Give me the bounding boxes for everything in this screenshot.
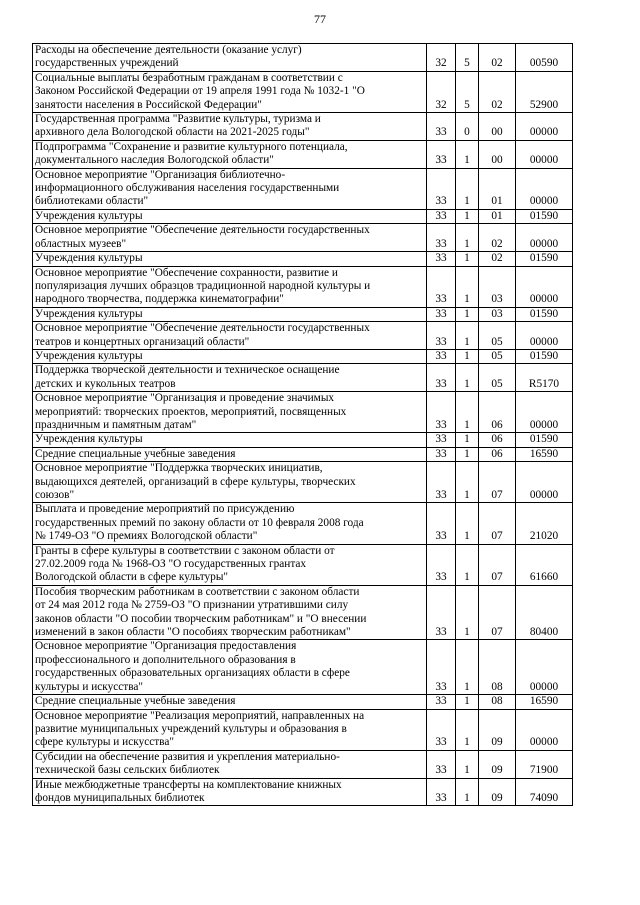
description-line: Иные межбюджетные трансферты на комплектование книжных bbox=[35, 778, 342, 791]
row-description bbox=[33, 364, 427, 392]
description-line: союзов" bbox=[35, 489, 75, 501]
direction-code: 71900 bbox=[516, 750, 573, 778]
table-row bbox=[33, 585, 573, 640]
description-line: государственных премий по закону области от 10 февраля 2008 года bbox=[35, 516, 364, 529]
program-code: 33 bbox=[427, 168, 456, 209]
description-line: Законом Российской Федерации от 19 апреля 1991 года № 1032-1 "О bbox=[35, 85, 365, 98]
table-row bbox=[33, 71, 573, 112]
row-description bbox=[33, 252, 427, 266]
table-row bbox=[33, 224, 573, 252]
description-line: Пособия творческим работникам в соответствии с законом области bbox=[35, 585, 360, 598]
table-row bbox=[33, 113, 573, 141]
description-line: Основное мероприятие "Обеспечение деятельности государственных bbox=[35, 224, 370, 237]
direction-code: 00000 bbox=[516, 168, 573, 209]
description-line: государственных образовательных организациях области в сфере bbox=[35, 667, 350, 680]
table-row bbox=[33, 433, 573, 447]
subprogram-code: 1 bbox=[456, 778, 479, 806]
row-description bbox=[33, 224, 427, 252]
activity-code: 06 bbox=[479, 447, 516, 461]
table-row bbox=[33, 709, 573, 750]
row-description bbox=[33, 140, 427, 168]
table-row bbox=[33, 266, 573, 307]
budget-classification-table bbox=[32, 43, 573, 806]
activity-code: 06 bbox=[479, 433, 516, 447]
description-line: занятости населения в Российской Федерации" bbox=[35, 98, 262, 111]
direction-code: 00000 bbox=[516, 113, 573, 141]
table-body bbox=[33, 44, 573, 806]
subprogram-code: 1 bbox=[456, 640, 479, 695]
direction-code: 00000 bbox=[516, 140, 573, 168]
description-line: Средние специальные учебные заведения bbox=[35, 447, 236, 460]
program-code: 33 bbox=[427, 322, 456, 350]
subprogram-code: 1 bbox=[456, 140, 479, 168]
table-row bbox=[33, 544, 573, 585]
description-line: архивного дела Вологодской области на 2021-2025 годы" bbox=[35, 126, 310, 139]
subprogram-code: 1 bbox=[456, 750, 479, 778]
direction-code: 01590 bbox=[516, 209, 573, 223]
description-line: областных музеев" bbox=[35, 237, 127, 250]
program-code: 33 bbox=[427, 307, 456, 321]
direction-code: 00000 bbox=[516, 640, 573, 695]
activity-code: 02 bbox=[479, 224, 516, 252]
table-row bbox=[33, 349, 573, 363]
direction-code: 74090 bbox=[516, 778, 573, 806]
direction-code: 16590 bbox=[516, 447, 573, 461]
row-description bbox=[33, 392, 427, 433]
subprogram-code: 1 bbox=[456, 709, 479, 750]
activity-code: 08 bbox=[479, 695, 516, 709]
program-code: 32 bbox=[427, 71, 456, 112]
program-code: 33 bbox=[427, 113, 456, 141]
row-description bbox=[33, 44, 427, 72]
activity-code: 05 bbox=[479, 364, 516, 392]
activity-code: 06 bbox=[479, 392, 516, 433]
description-line: Основное мероприятие "Организация и проведение значимых bbox=[35, 392, 335, 405]
program-code: 33 bbox=[427, 209, 456, 223]
row-description bbox=[33, 322, 427, 350]
subprogram-code: 1 bbox=[456, 585, 479, 640]
activity-code: 02 bbox=[479, 252, 516, 266]
row-description bbox=[33, 544, 427, 585]
table-row bbox=[33, 140, 573, 168]
direction-code: 00000 bbox=[516, 462, 573, 503]
program-code: 33 bbox=[427, 224, 456, 252]
program-code: 33 bbox=[427, 778, 456, 806]
direction-code: 01590 bbox=[516, 433, 573, 447]
table-row bbox=[33, 307, 573, 321]
direction-code: 61660 bbox=[516, 544, 573, 585]
subprogram-code: 1 bbox=[456, 544, 479, 585]
program-code: 33 bbox=[427, 640, 456, 695]
program-code: 33 bbox=[427, 585, 456, 640]
description-line: Основное мероприятие "Организация библиотечно- bbox=[35, 168, 286, 181]
row-description bbox=[33, 750, 427, 778]
program-code: 33 bbox=[427, 503, 456, 544]
activity-code: 03 bbox=[479, 266, 516, 307]
subprogram-code: 1 bbox=[456, 252, 479, 266]
activity-code: 07 bbox=[479, 503, 516, 544]
row-description bbox=[33, 695, 427, 709]
description-line: изменений в закон области "О пособиях творческим работникам" bbox=[35, 626, 351, 639]
description-line: Учреждения культуры bbox=[35, 349, 143, 362]
table-row bbox=[33, 322, 573, 350]
description-line: Учреждения культуры bbox=[35, 307, 143, 320]
activity-code: 05 bbox=[479, 322, 516, 350]
direction-code: 52900 bbox=[516, 71, 573, 112]
program-code: 33 bbox=[427, 709, 456, 750]
program-code: 33 bbox=[427, 544, 456, 585]
table-row bbox=[33, 695, 573, 709]
description-line: Учреждения культуры bbox=[35, 209, 143, 222]
description-line: Поддержка творческой деятельности и техническое оснащение bbox=[35, 364, 340, 377]
table-row bbox=[33, 640, 573, 695]
page-number: 77 bbox=[314, 12, 326, 26]
subprogram-code: 5 bbox=[456, 71, 479, 112]
row-description bbox=[33, 266, 427, 307]
description-line: профессионального и дополнительного образования в bbox=[35, 653, 296, 666]
row-description bbox=[33, 447, 427, 461]
table-row bbox=[33, 209, 573, 223]
description-line: Гранты в сфере культуры в соответствии с законом области от bbox=[35, 544, 335, 557]
description-line: Учреждения культуры bbox=[35, 252, 143, 265]
subprogram-code: 1 bbox=[456, 462, 479, 503]
table-row bbox=[33, 44, 573, 72]
program-code: 33 bbox=[427, 392, 456, 433]
description-line: выдающихся деятелей, организаций в сфере культуры, творческих bbox=[35, 475, 356, 488]
subprogram-code: 1 bbox=[456, 364, 479, 392]
direction-code: 01590 bbox=[516, 349, 573, 363]
subprogram-code: 0 bbox=[456, 113, 479, 141]
description-line: Средние специальные учебные заведения bbox=[35, 695, 236, 708]
activity-code: 08 bbox=[479, 640, 516, 695]
activity-code: 00 bbox=[479, 113, 516, 141]
row-description bbox=[33, 307, 427, 321]
description-line: развитие муниципальных учреждений культуры и образования в bbox=[35, 722, 347, 735]
description-line: законов области "О пособии творческим работникам" и "О внесении bbox=[35, 612, 367, 625]
activity-code: 01 bbox=[479, 209, 516, 223]
description-line: от 24 мая 2012 года № 2759-ОЗ "О признании утратившими силу bbox=[35, 599, 349, 612]
row-description bbox=[33, 433, 427, 447]
description-line: Субсидии на обеспечение развития и укрепления материально- bbox=[35, 750, 340, 763]
description-line: государственных учреждений bbox=[35, 57, 179, 70]
program-code: 33 bbox=[427, 750, 456, 778]
description-line: Подпрограмма "Сохранение и развитие культурного потенциала, bbox=[35, 140, 348, 153]
row-description bbox=[33, 349, 427, 363]
description-line: Основное мероприятие "Организация предоставления bbox=[35, 640, 297, 653]
direction-code: 00000 bbox=[516, 322, 573, 350]
table-row bbox=[33, 750, 573, 778]
activity-code: 09 bbox=[479, 778, 516, 806]
activity-code: 02 bbox=[479, 71, 516, 112]
program-code: 33 bbox=[427, 695, 456, 709]
row-description bbox=[33, 640, 427, 695]
description-line: технической базы сельских библиотек bbox=[35, 764, 220, 777]
description-line: народного творчества, поддержка кинематографии" bbox=[35, 293, 284, 306]
table-row bbox=[33, 168, 573, 209]
program-code: 33 bbox=[427, 447, 456, 461]
program-code: 33 bbox=[427, 140, 456, 168]
description-line: праздничным и памятным датам" bbox=[35, 418, 197, 431]
description-line: Основное мероприятие "Поддержка творческих инициатив, bbox=[35, 462, 323, 475]
program-code: 33 bbox=[427, 462, 456, 503]
table-row bbox=[33, 447, 573, 461]
table-row bbox=[33, 778, 573, 806]
activity-code: 09 bbox=[479, 709, 516, 750]
row-description bbox=[33, 209, 427, 223]
subprogram-code: 1 bbox=[456, 392, 479, 433]
direction-code: 80400 bbox=[516, 585, 573, 640]
description-line: информационного обслуживания населения государственными bbox=[35, 182, 340, 195]
description-line: Вологодской области в сфере культуры" bbox=[35, 571, 229, 584]
activity-code: 02 bbox=[479, 44, 516, 72]
row-description bbox=[33, 168, 427, 209]
program-code: 33 bbox=[427, 433, 456, 447]
description-line: Учреждения культуры bbox=[35, 433, 143, 446]
subprogram-code: 1 bbox=[456, 433, 479, 447]
subprogram-code: 1 bbox=[456, 224, 479, 252]
subprogram-code: 1 bbox=[456, 209, 479, 223]
subprogram-code: 1 bbox=[456, 307, 479, 321]
activity-code: 09 bbox=[479, 750, 516, 778]
subprogram-code: 1 bbox=[456, 322, 479, 350]
description-line: фондов муниципальных библиотек bbox=[35, 791, 205, 804]
description-line: Государственная программа "Развитие культуры, туризма и bbox=[35, 113, 321, 126]
subprogram-code: 1 bbox=[456, 447, 479, 461]
description-line: популяризация лучших образцов традиционной народной культуры и bbox=[35, 279, 371, 292]
subprogram-code: 1 bbox=[456, 349, 479, 363]
description-line: 27.02.2009 года № 1968-ОЗ "О государственных грантах bbox=[35, 558, 307, 571]
row-description bbox=[33, 778, 427, 806]
direction-code: R5170 bbox=[516, 364, 573, 392]
row-description bbox=[33, 113, 427, 141]
direction-code: 00000 bbox=[516, 392, 573, 433]
table-row bbox=[33, 392, 573, 433]
activity-code: 05 bbox=[479, 349, 516, 363]
description-line: культуры и искусства" bbox=[35, 680, 144, 693]
description-line: Выплата и проведение мероприятий по присуждению bbox=[35, 503, 295, 516]
description-line: мероприятий: творческих проектов, мероприятий, посвященных bbox=[35, 405, 347, 418]
direction-code: 00590 bbox=[516, 44, 573, 72]
direction-code: 00000 bbox=[516, 224, 573, 252]
activity-code: 07 bbox=[479, 585, 516, 640]
activity-code: 07 bbox=[479, 462, 516, 503]
description-line: библиотеками области" bbox=[35, 195, 149, 208]
direction-code: 16590 bbox=[516, 695, 573, 709]
subprogram-code: 5 bbox=[456, 44, 479, 72]
table-row bbox=[33, 503, 573, 544]
row-description bbox=[33, 503, 427, 544]
row-description bbox=[33, 585, 427, 640]
table-row bbox=[33, 364, 573, 392]
program-code: 33 bbox=[427, 349, 456, 363]
activity-code: 03 bbox=[479, 307, 516, 321]
program-code: 32 bbox=[427, 44, 456, 72]
direction-code: 01590 bbox=[516, 252, 573, 266]
description-line: Основное мероприятие "Реализация мероприятий, направленных на bbox=[35, 709, 365, 722]
activity-code: 01 bbox=[479, 168, 516, 209]
direction-code: 01590 bbox=[516, 307, 573, 321]
description-line: сфере культуры и искусства" bbox=[35, 736, 174, 749]
description-line: Основное мероприятие "Обеспечение сохранности, развитие и bbox=[35, 266, 338, 279]
table-row bbox=[33, 252, 573, 266]
program-code: 33 bbox=[427, 364, 456, 392]
direction-code: 00000 bbox=[516, 266, 573, 307]
row-description bbox=[33, 462, 427, 503]
description-line: театров и концертных организаций области" bbox=[35, 335, 250, 348]
description-line: документального наследия Вологодской области" bbox=[35, 154, 274, 167]
row-description bbox=[33, 71, 427, 112]
description-line: Основное мероприятие "Обеспечение деятельности государственных bbox=[35, 322, 370, 335]
subprogram-code: 1 bbox=[456, 168, 479, 209]
subprogram-code: 1 bbox=[456, 695, 479, 709]
subprogram-code: 1 bbox=[456, 266, 479, 307]
program-code: 33 bbox=[427, 266, 456, 307]
description-line: Социальные выплаты безработным гражданам в соответствии с bbox=[35, 71, 343, 84]
row-description bbox=[33, 709, 427, 750]
subprogram-code: 1 bbox=[456, 503, 479, 544]
description-line: Расходы на обеспечение деятельности (оказание услуг) bbox=[35, 44, 302, 56]
program-code: 33 bbox=[427, 252, 456, 266]
direction-code: 00000 bbox=[516, 709, 573, 750]
description-line: № 1749-ОЗ "О премиях Вологодской области" bbox=[35, 530, 258, 543]
activity-code: 07 bbox=[479, 544, 516, 585]
table-row bbox=[33, 462, 573, 503]
description-line: детских и кукольных театров bbox=[35, 377, 176, 390]
activity-code: 00 bbox=[479, 140, 516, 168]
direction-code: 21020 bbox=[516, 503, 573, 544]
